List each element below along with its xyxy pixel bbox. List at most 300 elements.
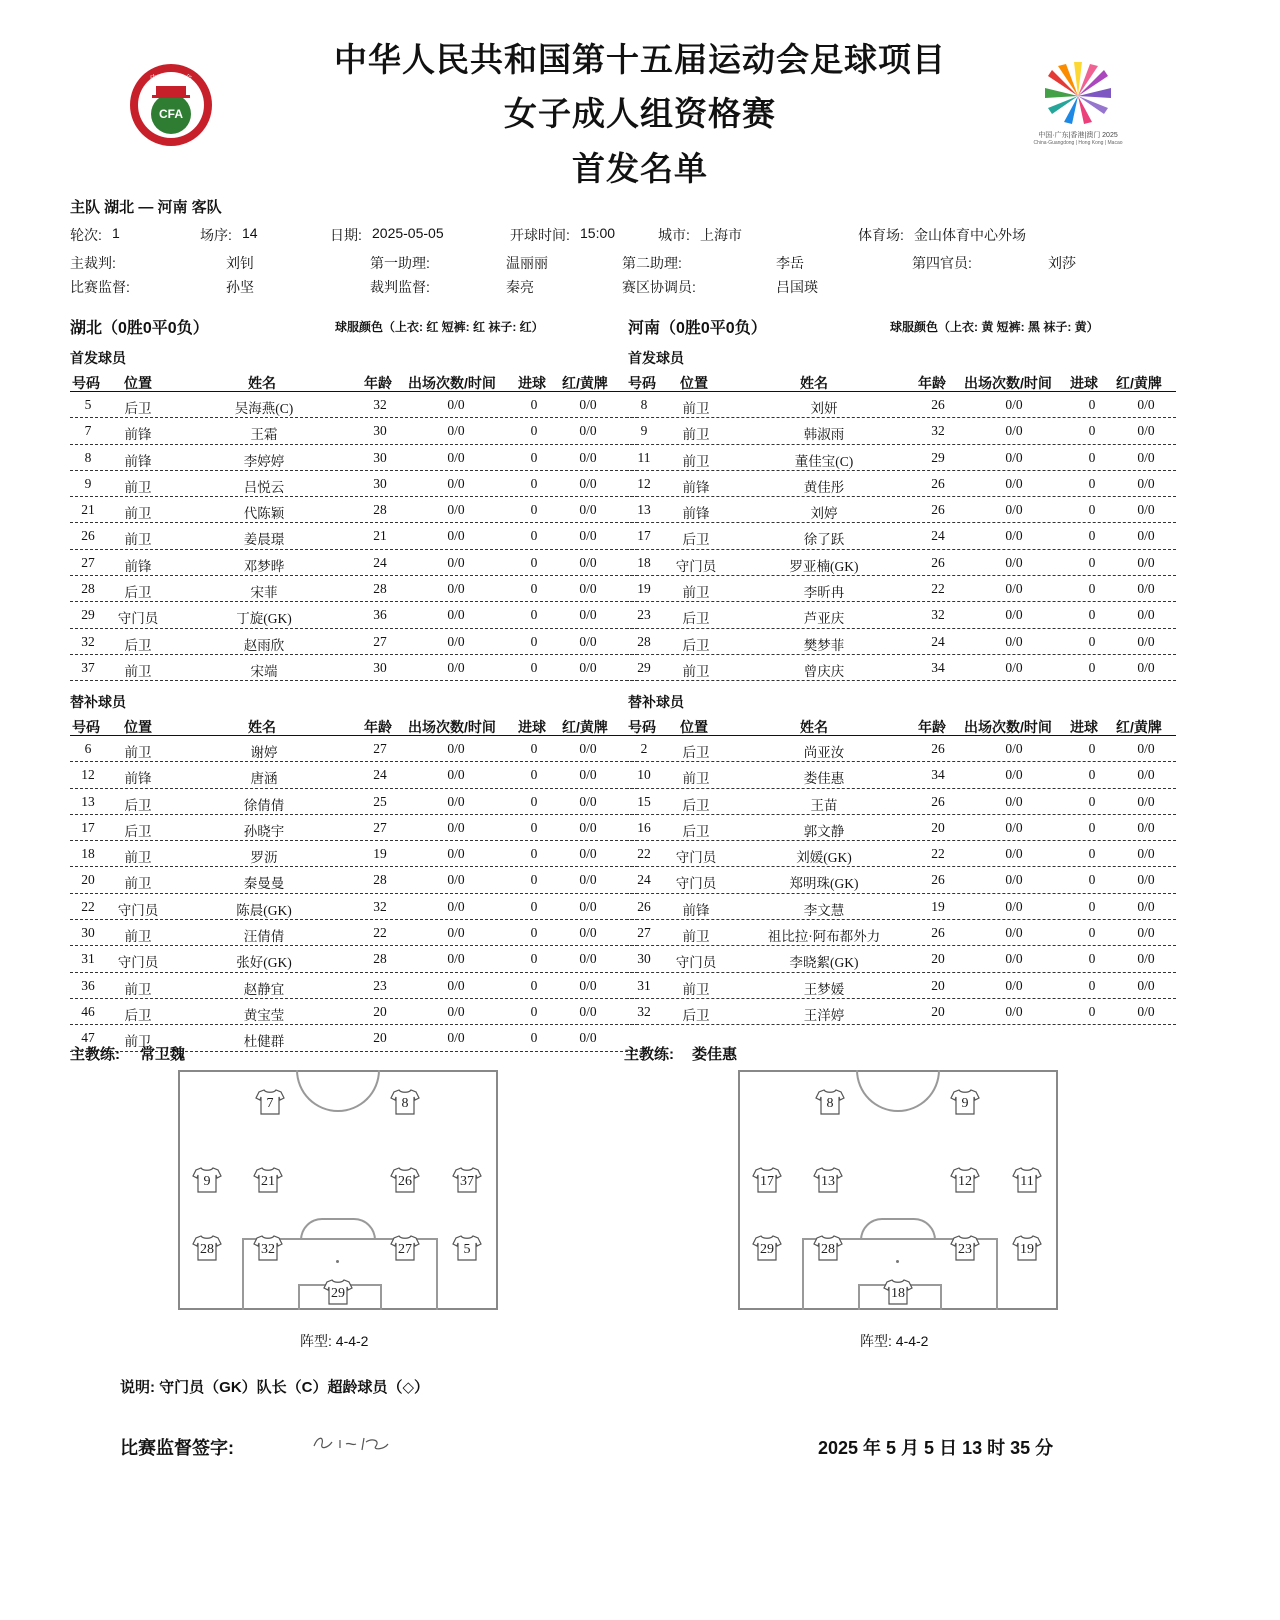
cell-goals: 0: [1088, 607, 1096, 623]
cell-name: 秦曼曼: [243, 876, 285, 892]
cell-number: 12: [81, 767, 95, 783]
cell-apps: 0/0: [447, 819, 465, 835]
cell-name: 黄佳彤: [803, 479, 845, 495]
cell-age: 26: [931, 397, 945, 412]
cell-number: 30: [637, 951, 651, 967]
jersey-number: 9: [203, 1174, 211, 1189]
jersey-number: 32: [261, 1242, 275, 1257]
column-header-apps: 出场次数/时间: [408, 375, 496, 391]
cell-cards: 0/0: [1137, 581, 1155, 597]
jersey-number: 28: [200, 1242, 214, 1257]
away-coach-name: 娄佳惠: [692, 1046, 738, 1063]
cell-apps: 0/0: [447, 607, 465, 623]
cell-apps: 0/0: [1005, 767, 1023, 783]
table-row: [626, 762, 1176, 788]
cell-goals: 0: [530, 423, 538, 439]
cell-apps: 0/0: [447, 925, 465, 941]
cell-name: 祖比拉·阿布都外力: [767, 929, 881, 945]
cell-apps: 0/0: [1005, 475, 1023, 491]
cell-goals: 0: [1088, 977, 1096, 993]
cell-goals: 0: [530, 502, 538, 518]
cell-number: 15: [637, 793, 651, 809]
cell-name: 董佳宝(C): [794, 453, 854, 469]
cell-name: 刘妍: [810, 401, 838, 416]
supervisor-value: 孙坚: [226, 279, 254, 295]
cell-apps: 0/0: [447, 502, 465, 518]
player-jersey-icon: [1012, 1234, 1042, 1262]
cell-goals: 0: [530, 397, 538, 412]
jersey-number: 37: [460, 1174, 474, 1189]
cell-name: 李昕冉: [803, 585, 845, 601]
cell-age: 24: [373, 554, 387, 570]
cell-name: 丁旋(GK): [236, 611, 292, 627]
cell-cards: 0/0: [579, 502, 597, 518]
cell-age: 26: [931, 554, 945, 570]
cell-cards: 0/0: [1137, 397, 1155, 412]
jersey-number: 23: [958, 1242, 972, 1257]
cell-position: 前卫: [124, 981, 152, 997]
cell-position: 前卫: [682, 427, 710, 443]
cell-apps: 0/0: [1005, 898, 1023, 914]
cfa-logo-text: 中国足球协会: [150, 75, 192, 82]
cell-name: 曾庆庆: [803, 663, 845, 679]
cell-goals: 0: [1088, 475, 1096, 491]
date-label: 日期:: [330, 227, 362, 243]
ar1-label: 第一助理:: [370, 255, 430, 271]
cell-position: 前卫: [682, 585, 710, 601]
table-row: [70, 920, 638, 946]
cell-number: 8: [84, 449, 92, 465]
cell-goals: 0: [1088, 846, 1096, 862]
cell-age: 27: [373, 741, 387, 756]
player-jersey-icon: [813, 1166, 843, 1194]
cell-name: 刘婷: [810, 506, 838, 522]
cell-name: 邓梦晔: [243, 558, 285, 574]
table-row: [626, 523, 1176, 549]
ar2-label: 第二助理:: [622, 255, 682, 271]
cell-name: 吴海燕(C): [234, 401, 294, 416]
column-header-name: 姓名: [248, 375, 276, 391]
cell-age: 26: [931, 475, 945, 491]
cell-goals: 0: [530, 741, 538, 756]
cell-age: 24: [931, 528, 945, 544]
fourth-official-value: 刘莎: [1048, 255, 1076, 271]
cell-position: 后卫: [682, 745, 710, 760]
jersey-number: 17: [760, 1174, 774, 1189]
table-row: [626, 445, 1176, 471]
cell-age: 32: [931, 607, 945, 623]
cell-goals: 0: [1088, 502, 1096, 518]
cell-name: 郭文静: [803, 823, 845, 839]
kickoff-label: 开球时间:: [510, 227, 570, 243]
cell-goals: 0: [530, 819, 538, 835]
cell-name: 吕悦云: [243, 479, 285, 495]
cell-goals: 0: [530, 659, 538, 675]
home-starters-table: [70, 369, 638, 681]
cell-goals: 0: [530, 898, 538, 914]
table-row: [70, 392, 638, 418]
cell-number: 10: [637, 767, 651, 783]
column-header-goals: 进球: [518, 719, 546, 735]
cell-age: 28: [373, 581, 387, 597]
cell-position: 前卫: [124, 745, 152, 760]
column-header-age: 年龄: [918, 375, 946, 391]
cell-position: 后卫: [682, 1007, 710, 1023]
jersey-number: 21: [261, 1174, 275, 1189]
player-jersey-icon: [452, 1234, 482, 1262]
cell-apps: 0/0: [1005, 397, 1023, 412]
away-starters-header: [626, 369, 1176, 392]
cell-cards: 0/0: [1137, 872, 1155, 888]
table-row: [626, 920, 1176, 946]
cell-name: 唐涵: [250, 771, 278, 787]
table-row: [626, 497, 1176, 523]
column-header-position: 位置: [124, 375, 152, 391]
cell-age: 28: [373, 951, 387, 967]
cell-age: 30: [373, 449, 387, 465]
venue-value: 金山体育中心外场: [914, 227, 1026, 243]
cell-apps: 0/0: [1005, 528, 1023, 544]
cell-number: 22: [637, 846, 651, 862]
cell-number: 37: [81, 659, 95, 675]
cell-age: 32: [373, 397, 387, 412]
cell-age: 30: [373, 423, 387, 439]
player-jersey-icon: [253, 1234, 283, 1262]
table-row: [70, 999, 638, 1025]
cell-position: 守门员: [675, 558, 717, 574]
cell-number: 9: [640, 423, 648, 439]
home-formation-pitch: [178, 1070, 498, 1310]
cell-name: 代陈颖: [243, 506, 285, 522]
cell-number: 17: [81, 819, 95, 835]
cell-age: 23: [373, 977, 387, 993]
cell-number: 32: [637, 1003, 651, 1019]
table-row: [70, 867, 638, 893]
cell-goals: 0: [530, 554, 538, 570]
cell-goals: 0: [1088, 741, 1096, 756]
signed-time: 2025 年 5 月 5 日 13 时 35 分: [818, 1438, 1054, 1458]
cell-position: 前卫: [124, 663, 152, 679]
cell-age: 21: [373, 528, 387, 544]
cell-apps: 0/0: [1005, 951, 1023, 967]
cell-position: 前卫: [124, 479, 152, 495]
order-label: 场序:: [200, 227, 232, 243]
cell-age: 29: [931, 449, 945, 465]
supervisor-signature: [310, 1432, 400, 1454]
table-row: [626, 736, 1176, 762]
date-value: 2025-05-05: [372, 225, 444, 241]
cell-number: 23: [637, 607, 651, 623]
cell-cards: 0/0: [579, 449, 597, 465]
jersey-number: 19: [1020, 1242, 1034, 1257]
cell-name: 宋端: [250, 663, 278, 679]
cell-cards: 0/0: [1137, 659, 1155, 675]
table-row: [70, 497, 638, 523]
cell-goals: 0: [1088, 872, 1096, 888]
away-formation-label: 阵型: 4-4-2: [860, 1333, 929, 1349]
cell-number: 46: [81, 1003, 95, 1019]
cell-apps: 0/0: [1005, 741, 1023, 756]
cell-position: 前卫: [682, 401, 710, 416]
column-header-position: 位置: [680, 719, 708, 735]
player-jersey-icon: [255, 1088, 285, 1116]
cell-name: 赵雨欣: [243, 637, 285, 653]
home-coach-label: 主教练:: [70, 1046, 120, 1063]
cell-position: 前锋: [124, 558, 152, 574]
player-jersey-icon: [253, 1166, 283, 1194]
cell-number: 31: [637, 977, 651, 993]
player-jersey-icon: [815, 1088, 845, 1116]
teams-line: 主队 湖北 — 河南 客队: [70, 199, 222, 216]
cell-goals: 0: [530, 951, 538, 967]
cell-number: 11: [637, 449, 651, 465]
supervisor-label: 比赛监督:: [70, 279, 130, 295]
cell-number: 21: [81, 502, 95, 518]
cell-cards: 0/0: [579, 951, 597, 967]
games-logo-text: 中国·广东|香港|澳门 2025: [1038, 132, 1118, 139]
away-coach-label: 主教练:: [624, 1046, 674, 1063]
table-row: [626, 841, 1176, 867]
cell-position: 后卫: [124, 401, 152, 416]
page-title-line1: 中华人民共和国第十五届运动会足球项目: [334, 41, 946, 78]
cell-cards: 0/0: [1137, 741, 1155, 756]
cell-position: 守门员: [117, 611, 159, 627]
table-row: [70, 418, 638, 444]
jersey-number: 8: [826, 1096, 834, 1111]
cell-number: 24: [637, 872, 651, 888]
cell-goals: 0: [1088, 951, 1096, 967]
jersey-number: 11: [1020, 1174, 1034, 1189]
jersey-number: 29: [760, 1242, 774, 1257]
cell-age: 24: [931, 633, 945, 649]
cfa-badge-text: CFA: [159, 107, 183, 121]
cell-cards: 0/0: [579, 475, 597, 491]
cell-number: 47: [81, 1030, 95, 1046]
cell-name: 樊梦菲: [803, 637, 845, 653]
cell-apps: 0/0: [447, 1030, 465, 1046]
cell-name: 尚亚汝: [803, 745, 845, 760]
cell-goals: 0: [1088, 554, 1096, 570]
cell-cards: 0/0: [579, 1003, 597, 1019]
cell-goals: 0: [1088, 397, 1096, 412]
cell-cards: 0/0: [579, 423, 597, 439]
round-value: 1: [112, 225, 120, 241]
player-jersey-icon: [752, 1234, 782, 1262]
table-row: [626, 999, 1176, 1025]
cell-position: 前卫: [124, 850, 152, 866]
cell-apps: 0/0: [1005, 554, 1023, 570]
cell-number: 12: [637, 475, 651, 491]
player-jersey-icon: [950, 1166, 980, 1194]
cell-number: 8: [640, 397, 648, 412]
cell-age: 28: [373, 872, 387, 888]
cell-position: 前卫: [124, 1034, 152, 1050]
cell-name: 刘媛(GK): [796, 850, 852, 866]
player-jersey-icon: [192, 1234, 222, 1262]
table-row: [626, 789, 1176, 815]
cell-apps: 0/0: [1005, 846, 1023, 862]
cell-number: 29: [637, 659, 651, 675]
jersey-number: 13: [821, 1174, 835, 1189]
cell-age: 19: [373, 846, 387, 862]
table-row: [70, 894, 638, 920]
cell-name: 张好(GK): [236, 955, 292, 971]
cell-name: 郑明珠(GK): [789, 876, 859, 892]
cell-position: 前卫: [682, 453, 710, 469]
cell-position: 前卫: [682, 771, 710, 787]
cell-apps: 0/0: [1005, 1003, 1023, 1019]
cell-age: 32: [373, 898, 387, 914]
cell-position: 前锋: [124, 771, 152, 787]
player-jersey-icon: [390, 1166, 420, 1194]
cell-cards: 0/0: [1137, 951, 1155, 967]
cell-age: 27: [373, 819, 387, 835]
referee-value: 刘钊: [226, 255, 254, 271]
cell-apps: 0/0: [447, 528, 465, 544]
cell-apps: 0/0: [1005, 449, 1023, 465]
cell-age: 26: [931, 741, 945, 756]
cell-cards: 0/0: [579, 793, 597, 809]
cell-cards: 0/0: [579, 1030, 597, 1046]
ar1-value: 温丽丽: [506, 255, 548, 271]
table-row: [626, 655, 1176, 681]
cell-number: 28: [81, 581, 95, 597]
city-value: 上海市: [700, 227, 742, 243]
table-row: [626, 471, 1176, 497]
column-header-apps: 出场次数/时间: [408, 719, 496, 735]
table-row: [626, 550, 1176, 576]
jersey-number: 27: [398, 1242, 412, 1257]
cell-goals: 0: [1088, 449, 1096, 465]
cell-position: 后卫: [124, 823, 152, 839]
cell-age: 20: [373, 1030, 387, 1046]
cell-goals: 0: [530, 872, 538, 888]
cell-apps: 0/0: [447, 741, 465, 756]
cell-apps: 0/0: [1005, 502, 1023, 518]
home-formation-label: 阵型: 4-4-2: [300, 1333, 369, 1349]
cell-cards: 0/0: [1137, 793, 1155, 809]
cell-apps: 0/0: [447, 977, 465, 993]
cell-age: 36: [373, 607, 387, 623]
signature-label: 比赛监督签字:: [120, 1438, 234, 1458]
cell-cards: 0/0: [1137, 502, 1155, 518]
cell-number: 27: [637, 925, 651, 941]
cell-apps: 0/0: [447, 423, 465, 439]
jersey-number: 12: [958, 1174, 972, 1189]
cell-apps: 0/0: [447, 872, 465, 888]
column-header-apps: 出场次数/时间: [964, 719, 1052, 735]
cell-name: 芦亚庆: [803, 611, 845, 627]
jersey-number: 7: [266, 1096, 274, 1111]
cell-number: 19: [637, 581, 651, 597]
table-row: [626, 576, 1176, 602]
cell-cards: 0/0: [1137, 449, 1155, 465]
cell-cards: 0/0: [1137, 898, 1155, 914]
table-row: [70, 973, 638, 999]
cell-name: 赵静宜: [243, 981, 285, 997]
cell-goals: 0: [530, 528, 538, 544]
jersey-number: 29: [331, 1286, 345, 1301]
column-header-age: 年龄: [918, 719, 946, 735]
cell-age: 32: [931, 423, 945, 439]
cell-name: 娄佳惠: [803, 771, 845, 787]
cell-number: 6: [84, 741, 92, 756]
cell-number: 22: [81, 898, 95, 914]
cell-age: 26: [931, 793, 945, 809]
column-header-cards: 红/黄牌: [1116, 719, 1162, 735]
home-team-name: 湖北（0胜0平0负）: [70, 320, 209, 337]
cell-name: 姜晨璟: [243, 532, 285, 548]
table-row: [70, 523, 638, 549]
cell-number: 2: [640, 741, 648, 756]
away-kit-colors: 球服颜色（上衣: 黄 短裤: 黑 袜子: 黄）: [890, 320, 1099, 334]
cell-number: 28: [637, 633, 651, 649]
cell-name: 汪倩倩: [243, 929, 285, 945]
cell-cards: 0/0: [579, 554, 597, 570]
cell-goals: 0: [1088, 1003, 1096, 1019]
column-header-cards: 红/黄牌: [562, 375, 608, 391]
cell-number: 36: [81, 977, 95, 993]
cell-goals: 0: [1088, 659, 1096, 675]
table-row: [70, 736, 638, 762]
cell-name: 罗沥: [250, 850, 278, 866]
cell-name: 徐了跃: [803, 532, 845, 548]
cell-apps: 0/0: [447, 898, 465, 914]
cell-number: 18: [637, 554, 651, 570]
cell-goals: 0: [1088, 528, 1096, 544]
cell-age: 20: [931, 819, 945, 835]
player-jersey-icon: [1012, 1166, 1042, 1194]
cell-cards: 0/0: [579, 767, 597, 783]
cell-cards: 0/0: [579, 872, 597, 888]
page-title-line3: 首发名单: [572, 150, 708, 187]
cell-position: 守门员: [117, 902, 159, 918]
column-header-cards: 红/黄牌: [562, 719, 608, 735]
column-header-position: 位置: [680, 375, 708, 391]
venue-label: 体育场:: [858, 227, 904, 243]
player-jersey-icon: [883, 1278, 913, 1306]
away-subs-table: [626, 713, 1176, 1025]
jersey-number: 8: [401, 1096, 409, 1111]
cell-apps: 0/0: [1005, 977, 1023, 993]
cell-position: 守门员: [675, 850, 717, 866]
cell-position: 前卫: [124, 876, 152, 892]
cell-number: 18: [81, 846, 95, 862]
home-starters-label: 首发球员: [70, 350, 126, 366]
cell-age: 26: [931, 502, 945, 518]
cell-cards: 0/0: [1137, 819, 1155, 835]
cell-age: 27: [373, 633, 387, 649]
cell-name: 王苗: [810, 797, 838, 813]
cell-position: 后卫: [124, 797, 152, 813]
cell-cards: 0/0: [1137, 977, 1155, 993]
round-label: 轮次:: [70, 227, 102, 243]
order-value: 14: [242, 225, 258, 241]
cell-goals: 0: [1088, 423, 1096, 439]
jersey-number: 18: [891, 1286, 905, 1301]
column-header-goals: 进球: [1070, 719, 1098, 735]
cell-age: 28: [373, 502, 387, 518]
cell-position: 前卫: [682, 663, 710, 679]
home-starters-header: [70, 369, 638, 392]
ar2-value: 李岳: [776, 255, 804, 271]
cell-apps: 0/0: [447, 581, 465, 597]
cell-number: 13: [637, 502, 651, 518]
home-subs-header: [70, 713, 638, 736]
cell-apps: 0/0: [447, 767, 465, 783]
cell-number: 32: [81, 633, 95, 649]
cell-age: 22: [931, 846, 945, 862]
